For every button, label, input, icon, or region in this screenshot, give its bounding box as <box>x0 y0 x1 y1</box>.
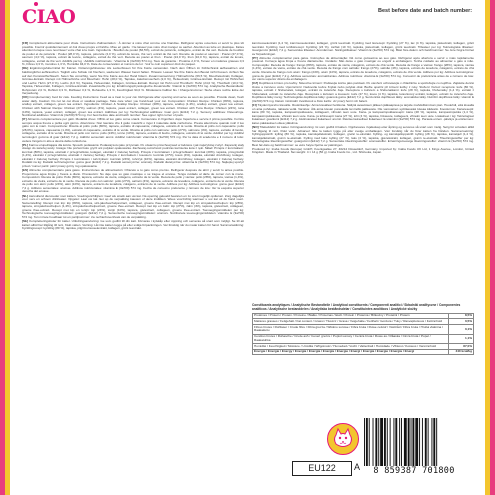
label-paragraph <box>22 67 244 95</box>
row-label: Énergie / Energie / Energy / Energia / Energia / Energía / Energie / Energi / Energia / Energie / Energia / Energi <box>253 349 449 355</box>
paragraph-text: Kompletteringsfoder för katter. Utfodringsanvisning: Ge som godbit till din katt. Förvaras i kylskåp efter öppning och serveras så snart som möjligt. Se till att katten alltid har tillgång till rent, friskt vatten. Varning: Låt inte katten tugga på eller svälja förpackningen. Var försiktig när du matar katten för hand. Sammansättning: Kycklingrecept: kyckling (80 %), tapioka, pilgrimsmusselextrakt, kollagen, grönt teextrakt. <box>22 218 244 231</box>
barcode-bar <box>366 418 368 466</box>
barcode-bar <box>419 418 420 466</box>
barcode-bar <box>375 418 377 466</box>
label-paragraph <box>252 42 474 56</box>
label-paragraph <box>22 96 244 117</box>
row-value: 1,1% <box>449 334 474 343</box>
best-before-label: Best before date and batch number: <box>378 8 473 14</box>
language-code: [NL] <box>22 193 29 198</box>
row-value: 8,5% <box>449 313 474 319</box>
language-code: [ES] <box>22 168 29 173</box>
paragraph-text: Doplňkové krmivo pro kočky. Návod ke krmení: Podávejte kočce jako pamlsek. Po otevření uchovávejte v chladničce a spotřebujte co nejdříve. Zajistěte denně čistou a čerstvou vodu. Upozornění: Nedovolte kočce žvýkat nebo polykat obal. Buďte opatrní při krmení kočky z ruky. Složení: Kuřecí receptura: kuře (80 %), tapioka, extrakt z hřebenatek, kolagen, extrakt ze zeleného čaje. Receptura s kuřetem a hřebenatkami: kuře (28 %), tapioka, hřebenatky (1,4 %), extrakt z hřebenatek, extrakt ze zeleného čaje. Receptura s kuřetem a lososem: kuře (27 %), losos (4 %), tapioka, kvasnicový extrakt, kolagen, extrakt ze zeleného čaje. Doplňkové látky na kg: Technologické doplňkové látky: guarová guma (E412) 7,2 g. Senzorické doplňkové látky: aromatické látky. Nutriční doplňkové látky: vitamin E (3a700) 574 mg. Datum minimální trvanlivosti a číslo šarže: viz pravý horní roh balení. <box>252 81 474 103</box>
barcode-bar <box>387 418 388 466</box>
text-column-left <box>22 42 244 231</box>
paragraph-text: Complément alimentaire pour chats. Instructions d'alimentation : À donner à votre chat comme une friandise. Réfrigérer après ouverture et servir le plus tôt possible. Fournir quotidiennement un bol d'eau propre et fraîche. Mise en garde : Ne laissez pas votre chat manger ce sachet. Attention au tube en plastique. Faites attention lorsque vous nourrissez votre chat à la main. Ingrédients : Bouillon de poulet (66,5%), extrait de pétoncle, collagène, extrait de thé vert. Recette de bouillon de poulet et de pétoncle : Poulet (28,0 %), tapioca, pétoncle (2,0 %), extrait de levure, thé vert, extrait de thé vert. Recette de poulet et saumon : Poulet (27,0 %), saumon (4,0 %), tapioca, extrait de levure, collagène, extrait de thé vert. Recette au poulet et thon : Poulet (24,0 %), thon (10,0 %), tapioca, extrait de levure, collagène, extrait de thé vert. Additifs par kg : Additifs nutritionnels : Vitamine E (3a700) 574 mg. Taux de garantie : Protéine 2,0 %, Teneur en matières grasses 0,3 %, Fibres 0,3 %, Cendres 1,3 %, Humidité 94,0 %. Date de conservation et numéro de lot : Voir le coin supérieur droit du paquet. <box>22 41 244 67</box>
row-value: 440 kcal/kg <box>449 349 474 355</box>
batch-suffix: A <box>354 462 361 472</box>
manufacturer-info <box>252 148 474 155</box>
paragraph-text: Complementary food for cats. Feeding Instructions: Feed as a treat to your cat. Refrigerate after opening and serve as soon as possible. Provide clean, fresh water daily. Caution: Do not let cat chew or swallow package. Take care when you hand-feed your cat. Composition: Chicken Recipe: Chicken (80%), tapioca, scallop extract, collagen, green tea extract. Ingredients: Chicken & Scallop Recipe: Chicken (28%), tapioca, scallop (1.4%), scallop extract, green tea extract. Chicken with Salmon Recipe: Chicken (27%), salmon (4%), tapioca, yeast extract, collagen, green tea extract. Chicken with Tuna Recipe: Chicken (24%), tuna (10%), tapioca, yeast extract, collagen, green tea extract. Additives per kg: Technological additives: Guar gum (E412) 7.2 g. Sensory additives: Flavourings. Nutritional additives: Vitamin E (3a700) 574 mg. For best before date and batch number: See upper right corner of pack. <box>22 95 244 118</box>
language-code: [IT] <box>22 117 27 122</box>
label-paragraph <box>22 118 244 143</box>
left-color-band <box>0 0 10 495</box>
language-code: [CZ] <box>252 81 259 86</box>
row-label: Matières grasses / Fettgehalt / Fat content / Grassi / Tłuszcz / Grasa / Vetgehalte / Fetthalt / Gordura / Tuky / Rasvapitoisuus / Fettinnhold <box>253 319 449 325</box>
table-heading: Constituants analytiques / Analytische Bestandteile / Analytical constituents / Componenti analitici / Składniki analityczne / Componentes analíticos / Analytische bestanddelen / Analytiska beståndsdelar / Constituintes analíticos / Analytické složky <box>252 303 461 311</box>
cat-face-icon <box>327 423 359 455</box>
label-paragraph <box>22 42 244 67</box>
batch-code: EU122 <box>308 463 336 473</box>
row-value: 0,5% <box>449 319 474 325</box>
paragraph-text: Ergänzungsfuttermittel für Katzen. Fütterungshinweise: Als Leckerbissen für Ihre Katze verwenden. Nach dem Öffnen im Kühlschrank aufbewahren und baldmöglichst aufbrauchen. Täglich eine Schale mit frischem, sauberem Wasser bereit halten. Hinweis: Lassen Sie Ihre Katze den Beutel nicht fressen. Achten Sie auf den Kunststoffschlauch. Seien Sie vorsichtig, wenn Sie Ihre Katze aus der Hand füttern. Zusammensetzung: Hühnerbrühe (66,5 %), Muschelextrakt, Kollagen, Grüntee-Extrakt. Rezept mit Hühnerbrühe und Muscheln: Huhn (28,0 %), Tapioka, Jakobsmuscheln (2,0 %), Hefeextrakt, Grüntee-Extrakt. Rezept mit Hühnchen und Lachs: Huhn (27,0 %), Lachs (4,0 %), Tapioka, Hefeextrakt, Kollagen, Grüntee-Extrakt. Rezept mit Huhn und Thunfisch: Huhn (24,0 %), Thunfisch (10,0 %), Tapioka, Hefeextrakt, Kollagen, Grüntee-Extrakt. Zusatzstoffe pro kg: Ernährungsphysiologische Zusatzstoffe: Vitamin E (3a700) 574 mg. Analytische Bestandteile: Rohprotein 2,0 %, Rohfett 0,3 %, Rohfaser 0,3 %, Rohasche 1,3 %, Feuchtigkeit 94,0 %. Mindestens haltbar bis / Chargennummer: Siehe obere rechte Ecke der Verpackung. <box>22 66 244 96</box>
barcode-bar <box>422 418 423 466</box>
barcode-bar <box>369 418 370 466</box>
nutrition-table <box>252 313 474 356</box>
paragraph-text: Tilskuddsfôr for katter. Fôringsanvisning: Gi som godbit til katten. Oppbevares i kjøleskap etter åpning og serveres så snart som mulig. Sørg for at katten alltid har tilgang til rent, friskt vann. Advarsel: Ikke la katten tygge på eller svelge emballasjen. Vær forsiktig når du fôrer katten fra hånden. Sammensetning: Kyllingoppskrift: kylling (80 %), tapioka, kamskjellekstrakt, kollagen, grønn te-ekstrakt. Kylling- og kamskjelloppskrift: kylling (28 %), tapioka, kamskjell (1,4 %), kamskjellekstrakt, grønn te-ekstrakt. Kylling med laks: kylling (27 %), laks (4 %), tapioka, gjærekstrakt, kollagen, grønn te-ekstrakt. Tilsetningsstoffer per kg: Teknologiske tilsetningsstoffer: guargummi (E412) 7,2 g. Sensoriske tilsetningsstoffer: aromastoffer. Ernæringsmessige tilsetningsstoffer: vitamin E (3a700) 574 mg. Best før-dato og batchnummer: se øvre høyre hjørne av pakningen. <box>252 124 475 147</box>
barcode-bar <box>373 418 374 466</box>
text-column-right <box>252 42 474 156</box>
barcode-bar <box>428 418 429 466</box>
paragraph-text: Alimento complementar para gatos. Instruções de alimentação: Dê como guloseima ao seu gato. Refrigerar após abertura e servir o mais rapidamente possível. Forneça água limpa e fresca diariamente. Cuidado: Não deixe o gato mastigar ou engolir a embalagem. Tenha cuidado ao alimentar o gato à mão. Composição: Receita de frango: frango (80%), tapioca, extrato de vieira, colagénio, extrato de chá verde. Receita de frango e vieiras: frango (28%), tapioca, vieiras (1,4%), extrato de vieira, extrato de chá verde. Receita de frango com salmão: frango (27%), salmão (4%), tapioca, extrato de levedura, colagénio, extrato de chá verde. Receita de frango com atum: frango (24%), atum (10%), tapioca, extrato de levedura, colagénio, extrato de chá verde. Aditivos por kg: Aditivos tecnológicos: goma de guar (E412) 7,2 g. Aditivos sensoriais: aromatizantes. Aditivos nutritivos: vitamina E (3a700) 574 mg. Consumir de preferência antes de e número de lote: ver canto superior direito da embalagem. <box>252 55 474 82</box>
left-pink-stripe <box>0 0 5 495</box>
row-label: Cendres brutes / Rohasche / Crude ash / Ceneri grezze / Popiół surowy / Ceniza bruta / Ruwe as / Råaska / Cinza bruta / Popel / Raakatuhka <box>253 334 449 343</box>
barcode-digits: 8 859387 701800 <box>373 466 455 476</box>
barcode-bar <box>433 418 435 466</box>
table-row <box>253 325 474 334</box>
barcode-bar <box>404 418 407 466</box>
label-paragraph <box>252 104 474 125</box>
paragraph-text: kammusselextrakt (1,4 %), kammusselextrakt, kollagen, grönt teextrakt. Kyckling med laxrecept: Kyckling (27 %), lax (4 %), tapioka, jästextrakt, kollagen, grönt teextrakt. Kyckling med tonfiskrecept: Kyckling (24 %), tonfisk (10 %), tapioka, jästextrakt, kollagen, grönt teextrakt. Tillsatser per kg: Teknologiska tillsatser: Guargummi (E412) 7,2 g. Sensoriska tillsatser: Aromämnen. Näringstillsatser: Vitamin E (3a700) 574 mg. Bäst före-datum och batchnummer: Se övre högra hörnet av förpackningen. <box>252 41 474 56</box>
barcode-bar <box>401 418 402 466</box>
language-code: [UK] <box>22 95 29 100</box>
language-code: [SE] <box>22 218 29 223</box>
barcode-bar <box>411 418 412 466</box>
barcode-bar <box>390 418 391 466</box>
brand-logo: CIAO <box>22 6 76 28</box>
language-code: [NO] <box>252 124 259 129</box>
barcode-bar <box>408 418 410 466</box>
language-code: [PL] <box>22 142 28 147</box>
barcode-icon <box>362 418 466 466</box>
barcode-bar <box>364 418 365 466</box>
batch-code-box <box>292 461 352 476</box>
paragraph-text: Alimento complementare per gatti. Modalità d'uso: Offrilo al tuo gatto come snack. Conservare in frigorifero dopo l'apertura e servire il prima possibile. Fornire sempre acqua fresca e pulita ogni giorno. Attenzione: Non lasciare che il gatto mastichi o ingoi il materiale della confezione. Presta attenzione quando nutri il tuo gatto con le mani. Composizione: Ricetta al pollo: pollo (80%), tapioca, estratto di capesante, collagene, estratto di tè verde. Ricetta al pollo con capesante: pollo (28,0%), tapioca, capesante (1,4%), estratto di capesante, estratto di tè verde. Ricetta al pollo con salmone: pollo (27%), salmone (4%), tapioca, estratto di lievito, collagene, estratto di tè verde. Ricetta al pollo con tonno: pollo (24%), tonno (10%), tapioca, estratto di lievito, collagene, estratto di tè verde. Additivi per kg: Additivi tecnologici: gomma di guar (E412) 7,2 g. Additivi sensoriali: aromi. Additivi nutrizionali: vitamina E (3a700) 574 mg. Per la data di scadenza e il numero di lotto: vedere l'angolo in alto a destra della confezione. <box>22 117 244 143</box>
row-label: Humidité / Feuchtigkeit / Moisture / Umidità / Wilgotność / Humedad / Vocht / Vattenhalt / Humidade / Vlhkost / Kosteus / Vanninnhold <box>253 343 449 349</box>
right-color-band <box>485 0 495 495</box>
language-code: [FI] <box>252 103 257 108</box>
language-code: [PT] <box>252 55 258 60</box>
label-paragraph <box>22 195 244 220</box>
label-paragraph <box>252 82 474 103</box>
paragraph-text: Täydennysrehu kissoille. Ruokintaohje: Anna kissallesi herkkuna. Säilytä avaamisen jälkeen jääkaapissa ja tarjoile mahdollisimman pian. Huolehdi, että kissalla on aina puhdasta, raikasta vettä. Varoitus: Älä anna kissan pureskella tai niellä pakkausta. Ole varovainen syöttäessäsi kissaa kädestä. Koostumus: Kanaresepti: kana (80 %), tapioka, kampasimpukkauute, kollageeni, vihreän teen uute. Kana- ja kampasimpukkaresepti: kana (28 %), tapioka, kampasimpukka (1,4 %), kampasimpukkauute, vihreän teen uute. Kana- ja lohiresepti: kana (27 %), lohi (4 %), tapioka, hiivauute, kollageeni, vihreän teen uute. Lisäaineet / kg: Teknologiset lisäaineet: guarkumi (E412) 7,2 g. Aistinvaraiset lisäaineet: aromit. Ravitsemukselliset lisäaineet: E-vitamiini (3a700) 574 mg. Parasta ennen -päiväys ja eränumero: katso pakkauksen oikea yläkulma. <box>252 103 474 125</box>
row-label: Fibres brutes / Rohfaser / Crude fibre / Fibra grezza / Włókno surowe / Fibra bruta / Ruwe celstof / Växttråd / Fibra bruta / Hrubá vláknina / Raakakuitu <box>253 325 449 334</box>
barcode-bar <box>425 418 427 466</box>
row-value: 87,0% <box>449 343 474 349</box>
paragraph-text: Produced by: Inaba Foods (Europe) GmbH, Koenigsallee 27, 40212 Düsseldorf, Germany. Imported by: Inaba Foods UK Ltd, 1 Kings Avenue, London, United Kingdom. Made in Thailand. Net weight: 4 × 14 g (56 g). Inaba Foods Co., Ltd. Shizuoka, Japan. <box>252 146 474 155</box>
barcode-bar <box>436 418 437 466</box>
paragraph-text: Karma uzupełniająca dla kotów. Sposób podawania: Podawaj kotu jako przysmak. Po otwarciu przechowywać w lodówce i jak najszybciej zużyć. Zapewnij stały dostęp do świeżej wody. Uwaga: Nie pozwól kotu gryźć ani połykać opakowania. Zachowaj ostrożność podczas karmienia kota z ręki. Skład: Przepis z kurczakiem: kurczak (80%), tapioka, ekstrakt z przegrzebków, kolagen, ekstrakt z zielonej herbaty. Przepis z kurczakiem i przegrzebkami: kurczak (28%), tapioka, przegrzebki (1,4%), ekstrakt z przegrzebków, ekstrakt z zielonej herbaty. Przepis z kurczakiem i łososiem: kurczak (27%), łosoś (4%), tapioka, ekstrakt drożdżowy, kolagen, ekstrakt z zielonej herbaty. Przepis z kurczakiem i tuńczykiem: kurczak (24%), tuńczyk (10%), tapioka, ekstrakt drożdżowy, kolagen, ekstrakt z zielonej herbaty. Dodatki na kg: Dodatki technologiczne: guma guar (E412) 7,2 g. Dodatki sensoryczne: aromaty. Dodatki dietetyczne: witamina E (3a700) 574 mg. Najlepiej spożyć przed / numer partii: patrz prawy górny róg opakowania. <box>22 142 244 168</box>
language-code: [DE] <box>22 66 29 71</box>
barcode-bar <box>384 418 386 466</box>
barcode-bar <box>378 418 379 466</box>
barcode-bar <box>431 418 432 466</box>
label-paragraph <box>22 220 244 231</box>
right-pink-stripe <box>490 0 495 495</box>
label-paragraph <box>22 144 244 169</box>
barcode-bar <box>412 418 414 466</box>
table-row <box>253 334 474 343</box>
row-value: 0,1% <box>449 325 474 334</box>
barcode-bar <box>415 418 418 466</box>
barcode-bar <box>380 418 383 466</box>
analytical-constituents <box>252 304 474 355</box>
barcode-bar <box>393 418 394 466</box>
paragraph-text: Alimento complementario para gatos. Instrucciones de alimentación: Ofrécelo a tu gato como premio. Refrigerar después de abrir y servir lo antes posible. Proporcione agua limpia y fresca a diario. Precaución: No deje que su gato mastique o se trague el envase. Tenga cuidado al darle de comer con la mano. Composición: Receta de pollo: Pollo (80%), tapioca, extracto de vieira, colágeno, extracto de té verde. Receta de pollo y vieiras: pollo (28%), tapioca, vieiras (1,4%), extracto de vieira, extracto de té verde. Receta de pollo con salmón: pollo (27%), salmón (4%), tapioca, extracto de levadura, colágeno, extracto de té verde. Receta de pollo con atún: pollo (24%), atún (10%), tapioca, extracto de levadura, colágeno, extracto de té verde. Aditivos por kg: Aditivos tecnológicos: goma guar (E412) 7,2 g. Aditivos sensoriales: aromas. Aditivos nutricionales: vitamina E (3a700) 574 mg. Fecha de consumo preferente y número de lote: Ver la esquina superior derecha del envase. <box>22 168 244 194</box>
table-row <box>253 349 474 355</box>
row-label: Protéines / Protein / Protein / Proteine / Białko / Proteínas / Eiwit / Protein / Proteína / Bílkoviny / Proteiini / Protein <box>253 313 449 319</box>
language-code: [FR] <box>22 41 29 45</box>
logo-accent-dot <box>34 2 38 6</box>
barcode-bar <box>399 418 400 466</box>
paragraph-text: Aanvullend diervoeder voor katten. Voedingsrichtlijnen: Geef als snack aan uw kat. Na opening gekoeld bewaren en zo snel mogelijk opdienen. Zorg dagelijks voor vers en schoon drinkwater. Opgelet: Laat uw kat niet op de verpakking kauwen of deze inslikken. Wees voorzichtig wanneer u uw kat uit de hand voert. Samenstelling: Recept met kip: kip (80%), tapioca, sint-jakobsschelpextract, collageen, groene thee-extract. Recept met kip en sint-jakobsschelpen: kip (28%), tapioca, sint-jakobsschelpen (1,4%), sint-jakobsschelpextract, groene thee-extract. Recept met kip en zalm: kip (27%), zalm (4%), tapioca, gistextract, collageen, groene thee-extract. Recept met kip en tonijn: kip (24%), tonijn (10%), tapioca, gistextract, collageen, groene thee-extract. Toevoegingsmiddelen per kg: Technologische toevoegingsmiddelen: guargom (E412) 7,2 g. Sensorische toevoegingsmiddelen: aroma's. Nutritionele toevoegingsmiddelen: vitamine E (3a700) 574 mg. Ten minste houdbaar tot en partijnummer: zie rechterbovenhoek van de verpakking. <box>22 193 245 219</box>
barcode-bar <box>395 418 397 466</box>
label-paragraph <box>22 169 244 194</box>
label-paragraph <box>252 57 474 82</box>
label-paragraph <box>252 126 474 147</box>
